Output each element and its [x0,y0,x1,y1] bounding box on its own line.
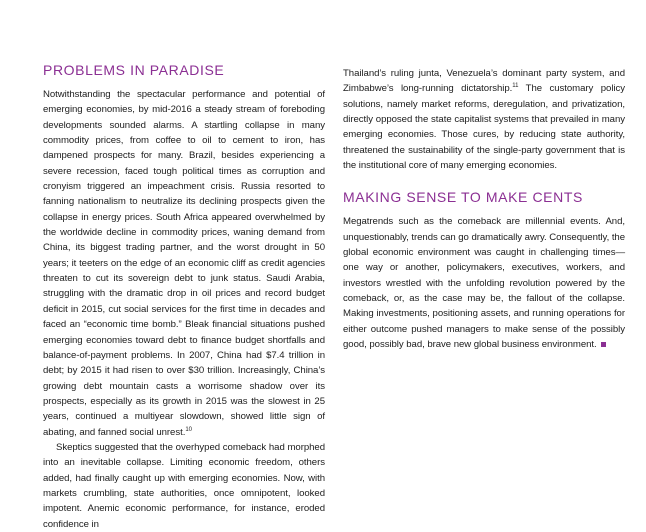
paragraph-megatrends [343,214,625,352]
footnote-ref-11: 11 [512,83,519,90]
footnote-ref-10: 10 [185,426,192,433]
paragraph-text: Megatrends such as the comeback are millennial events. And, unquestionably, trends can go dramatically awry. Consequently, the global economic environment was caught in challenging times—one way or another, policymakers, executives, workers, and investors wrestled with the unfolding revolution powered by the comeback, or, as the case may be, the fallout of the collapse. Making investments, positioning assets, and running operations for either outcome pushed managers to make sense of the possibly good, possibly bad, brave new global business environment. [343,216,626,351]
section-heading-problems-in-paradise: PROBLEMS IN PARADISE [43,62,225,78]
paragraph-text-b: The customary policy solutions, namely market reforms, deregulation, and privatization, directly opposed the state capitalist systems that prevailed in many emerging economies. Those cures, by reducing state authority, threatened the sustainability of the single-party government that is the institutional core of many emerging economies. [343,83,625,172]
end-of-article-mark [601,342,606,347]
paragraph-text-a: Thailand’s ruling junta, Venezuela’s dominant party system, and Zimbabwe’s long-running dictatorship. [343,68,625,95]
paragraph-skeptics: Skeptics suggested that the overhyped comeback had morphed into an inevitable collapse. Limiting economic freedom, others added, had finally caught up with emerging economies. Now, with markets crumbling, state authorities, once omnipotent, looked impotent. Anemic economic performance, for instance, eroded confidence in [43,441,325,530]
left-column [43,62,325,532]
paragraph-continuation [343,66,625,173]
paragraph-problems-intro [43,87,325,440]
paragraph-text: Notwithstanding the spectacular performance and potential of emerging economies, by mid-2016 a steady stream of foreboding developments sounded alarms. A startling collapse in many commodity prices, from coffee to oil to cement to iron, has dampened prospects for many. Brazil, besides experiencing a severe recession, faced tough political times as corruption and cronyism triggered an impeachment crisis. Russia resorted to fanning nationalism to neutralize its declining prospects given the collapse in energy prices. South Africa appeared overwhelmed by the worldwide decline in commodity prices, waning demand from China, its biggest trading partner, and the worst drought in 50 years; it teeters on the edge of an economic cliff as credit agencies threaten to cut its sovereign debt to junk status. Saudi Arabia, struggling with the dramatic drop in oil prices and record budget deficit in 2015, cut social services for the first time in decades and faced an “economic time bomb.” Bleak financial situations pushed emerging economies toward debt to finance budget shortfalls and balance-of-payment problems. In 2007, China had $7.4 trillion in debt; by 2015 it had risen to over $30 trillion. Increasingly, China’s growing debt mountain casts a worrisome shadow over its prospects, especially as its growth in 2015 was the slowest in 25 years, continued a multiyear slowdown, showed little sign of abating, and fanned social unrest. [43,89,325,438]
right-column [343,66,625,353]
section-heading-making-sense: MAKING SENSE TO MAKE CENTS [343,189,583,206]
